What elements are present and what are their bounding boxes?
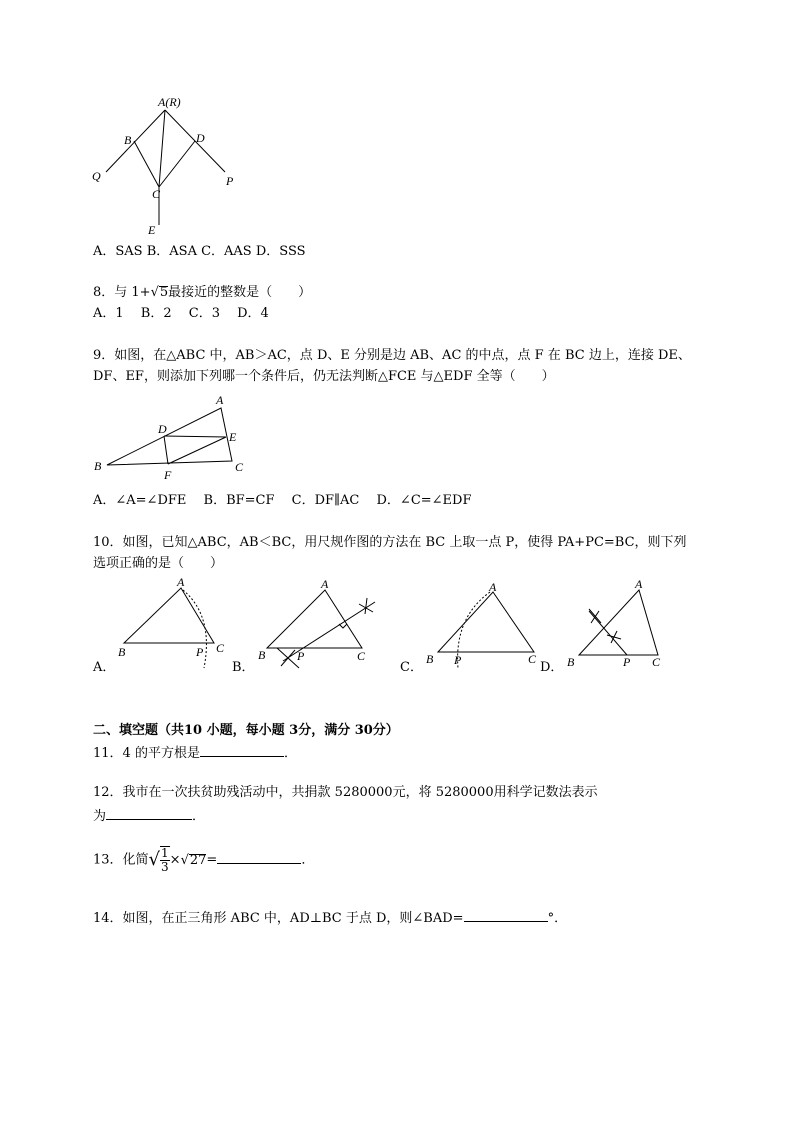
q7-label-C: C [152, 187, 161, 201]
q10-option-b-figure [255, 578, 390, 673]
q9-label-D: D [158, 422, 167, 436]
q10-option-a-figure [110, 576, 235, 671]
q7-label-B: B [124, 133, 132, 147]
q10-option-c-figure [422, 578, 547, 673]
q10c-label-P: P [454, 653, 462, 667]
q13-equals: = [206, 852, 218, 868]
q13-sqrt: √27 [180, 852, 207, 868]
q10-line1: 10．如图，已知△ABC，AB＜BC，用尺规作图的方法在 BC 上取一点 P，使得 PA+PC=BC，则下列 [93, 535, 687, 550]
q12-line2 [93, 806, 205, 825]
q10a-label-A: A [177, 576, 185, 589]
q7-line-AC [159, 110, 165, 187]
q10b-arc-marks-high [359, 598, 373, 614]
q12-end: ． [192, 809, 206, 824]
q9-figure [90, 390, 260, 485]
q13-radicand: 27 [189, 852, 207, 868]
q8-radicand: 5 [159, 285, 169, 300]
q10d-arc-marks-upper [589, 609, 601, 623]
q10d-label-C: C [652, 655, 661, 669]
q9-line-DE [164, 436, 226, 437]
q10c-label-A: A [489, 580, 497, 594]
q7-label-P: P [226, 174, 234, 188]
q10d-label-P: P [623, 655, 631, 669]
q10d-label-A: A [635, 577, 643, 591]
q11 [93, 743, 297, 762]
q9-line-DF [164, 436, 168, 464]
q13-end: ． [301, 852, 315, 868]
q10b-label-B: B [258, 648, 266, 662]
q11-text: 11．4 的平方根是 [93, 746, 200, 761]
q10b-right-angle [339, 624, 347, 628]
q9-label-E: E [229, 430, 237, 444]
q13-times: × [169, 852, 181, 868]
q14-blank[interactable] [464, 908, 548, 922]
q10d-arc-marks-lower [607, 631, 621, 643]
q10-option-d-figure [563, 575, 678, 673]
q10a-label-C: C [216, 641, 225, 655]
q12-line1: 12．我市在一次扶贫助残活动中，共捐款 5280000元，将 5280000用科学记数法表示 [93, 785, 598, 800]
q9-line2: DF、EF，则添加下列哪一个条件后，仍无法判断△FCE 与△EDF 全等（ ） [93, 369, 555, 384]
q11-end: ． [283, 746, 297, 761]
q8-stem [93, 285, 311, 301]
q10c-arc [458, 592, 490, 668]
q13-prefix: 13．化简 [93, 852, 149, 868]
q7-label-Q: Q [92, 169, 101, 183]
q7-options: A．SAS B．ASA C．AAS D．SSS [93, 244, 306, 259]
q11-blank[interactable] [200, 743, 284, 757]
q10c-triangle [438, 592, 534, 652]
q9-line-EF [168, 437, 226, 464]
q13-blank[interactable] [217, 850, 301, 864]
q7-figure [88, 92, 248, 242]
q10-option-d-letter: D． [540, 660, 564, 675]
q14-end: °． [547, 911, 568, 926]
q13 [93, 846, 314, 875]
q9-label-B: B [94, 459, 102, 473]
q10-option-b-letter: B． [232, 660, 255, 675]
q7-line-DC [159, 141, 195, 187]
q10b-label-C: C [357, 649, 366, 663]
q9-label-C: C [235, 460, 244, 474]
q9-options: A．∠A=∠DFE B．BF=CF C．DF∥AC D．∠C=∠EDF [93, 493, 472, 508]
section2-heading: 二、填空题（共10 小题，每小题 3分，满分 30分） [93, 723, 399, 738]
q8-prefix: 8．与 1+ [93, 285, 151, 300]
q7-label-E: E [148, 223, 156, 237]
q7-line-BC [134, 141, 159, 187]
q10b-arc-marks-low [277, 648, 299, 668]
q10a-triangle [124, 588, 214, 643]
q14 [93, 908, 567, 927]
q8-options: A．1 B．2 C．3 D．4 [93, 306, 269, 321]
q13-sqrt-frac: √ [148, 849, 161, 870]
q12-blank[interactable] [106, 806, 192, 820]
q9-label-A: A [216, 393, 224, 407]
q10-line2: 选项正确的是（ ） [93, 556, 224, 571]
q7-line-AQ [106, 110, 165, 172]
q8-suffix: 最接近的整数是（ ） [168, 285, 312, 300]
q13-denominator: 3 [161, 860, 169, 874]
q10a-label-P: P [196, 645, 204, 659]
q8-sqrt: √5 [150, 285, 169, 300]
q12-prefix: 为 [93, 809, 107, 824]
q10a-label-B: B [118, 645, 126, 659]
q10b-label-A: A [321, 578, 329, 591]
q13-numerator: 1 [161, 846, 169, 860]
q7-label-A: A(R) [158, 95, 181, 109]
q14-text: 14．如图，在正三角形 ABC 中，AD⊥BC 于点 D，则∠BAD= [93, 911, 464, 926]
q7-label-D: D [196, 131, 205, 145]
q9-label-F: F [164, 468, 172, 482]
q10b-label-P: P [297, 649, 305, 663]
q10d-label-B: B [567, 655, 575, 669]
q10c-label-C: C [528, 652, 537, 666]
q13-fraction [160, 846, 170, 874]
q10-option-c-letter: C． [400, 660, 423, 675]
q9-line1: 9．如图，在△ABC 中，AB＞AC，点 D、E 分别是边 AB、AC 的中点，点 F 在 BC 边上，连接 DE、 [93, 348, 691, 363]
q10c-label-B: B [426, 652, 434, 666]
q10-option-a-letter: A． [93, 660, 116, 675]
